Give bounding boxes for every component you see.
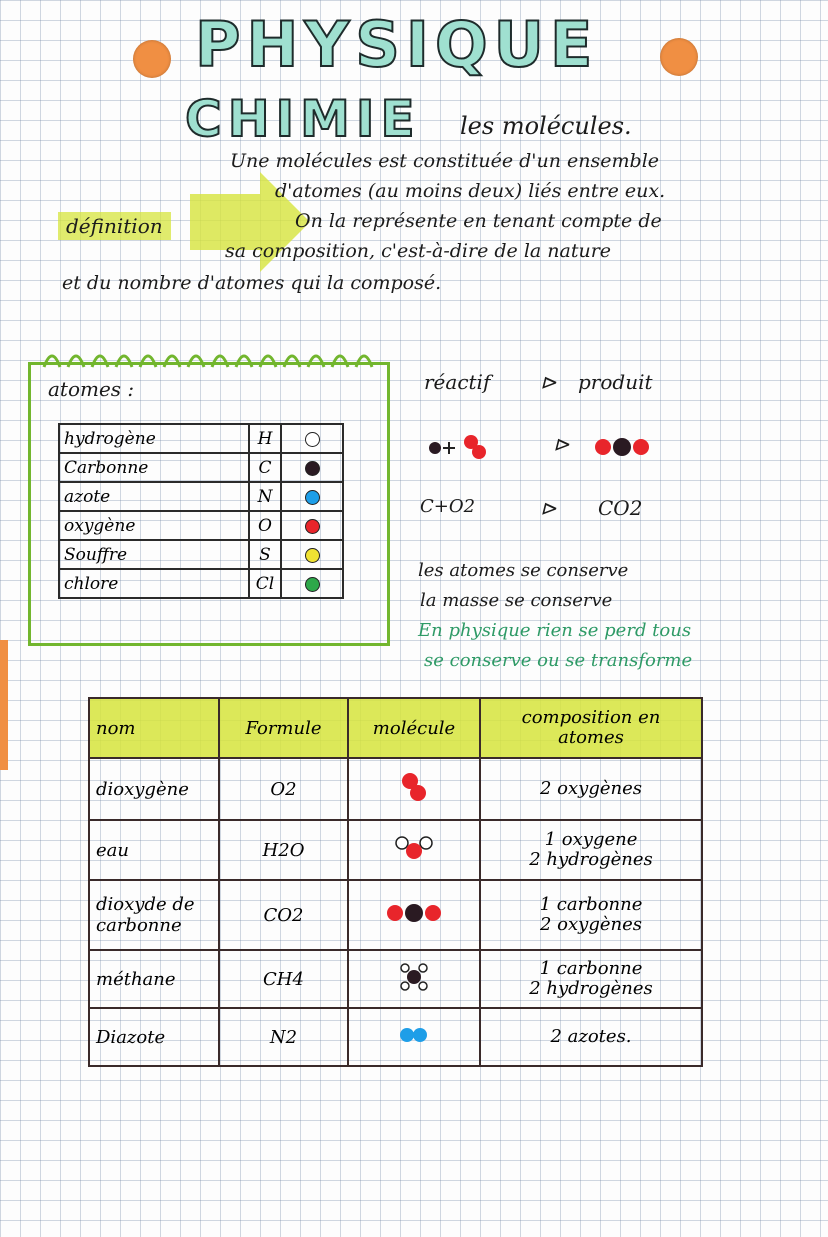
conservation-note-3a: En physique rien se perd tous [418, 620, 692, 641]
atom-color-dot [305, 548, 320, 563]
molecules-table [88, 697, 703, 1067]
molecule-composition [480, 758, 702, 820]
atom-color-dot [305, 432, 320, 447]
reactif-label: réactif [424, 370, 491, 394]
atom-row [59, 540, 343, 569]
definition-line-5: et du nombre d'atomes qui la composé. [62, 272, 442, 294]
molecule-composition [480, 950, 702, 1008]
atom-dot-cell [281, 540, 343, 569]
dioxygen-molecule-icon [348, 758, 480, 820]
equation-left: C+O2 [420, 496, 476, 517]
atom-symbol: Cl [249, 569, 281, 598]
atom-row [59, 511, 343, 540]
water-molecule-icon [348, 820, 480, 880]
page-title-physique: PHYSIQUE [195, 8, 599, 81]
molecule-formula: N2 [219, 1008, 348, 1066]
molecules-header-row [89, 698, 702, 758]
atom-dot-cell [281, 424, 343, 453]
molecule-row [89, 820, 702, 880]
page-title-chimie: CHIMIE [185, 90, 421, 148]
definition-label: définition [58, 212, 171, 240]
definition-line-2: d'atomes (au moins deux) liés entre eux. [275, 180, 666, 202]
atom-symbol: C [249, 453, 281, 482]
atom-color-dot [305, 577, 320, 592]
composition-line: 2 hydrogènes [529, 849, 653, 870]
molecule-formula: H2O [219, 820, 348, 880]
molecule-formula: CO2 [219, 880, 348, 950]
conservation-note-1: les atomes se conserve [418, 560, 629, 581]
molecule-formula: CH4 [219, 950, 348, 1008]
atom-row [59, 453, 343, 482]
atom-row [59, 569, 343, 598]
page-subtitle: les molécules. [460, 112, 632, 140]
atom-dot-cell [281, 511, 343, 540]
reactants-molecule-icon [425, 432, 495, 462]
conservation-note-3b: se conserve ou se transforme [424, 650, 693, 671]
molecule-row [89, 1008, 702, 1066]
molecule-row [89, 880, 702, 950]
dinitrogen-molecule-icon [348, 1008, 480, 1066]
atom-name: azote [59, 482, 249, 511]
definition-line-3: On la représente en tenant compte de [295, 210, 662, 232]
composition-line: 2 oxygènes [540, 914, 642, 935]
atom-color-dot [305, 490, 320, 505]
molecule-name: dioxyde de carbonne [89, 880, 219, 950]
atom-color-dot [305, 461, 320, 476]
atom-name: chlore [59, 569, 249, 598]
atom-symbol: O [249, 511, 281, 540]
methane-molecule-icon [348, 950, 480, 1008]
atom-symbol: H [249, 424, 281, 453]
composition-line: 2 hydrogènes [529, 978, 653, 999]
atom-row [59, 424, 343, 453]
reaction-arrow-icon: ⊳ [540, 370, 557, 394]
binder-hole-right [660, 38, 698, 76]
header-formule: Formule [219, 698, 348, 758]
molecule-name: eau [89, 820, 219, 880]
co2-molecule-icon [348, 880, 480, 950]
atom-dot-cell [281, 569, 343, 598]
molecule-row [89, 758, 702, 820]
atom-symbol: S [249, 540, 281, 569]
molecule-formula: O2 [219, 758, 348, 820]
binder-hole-left [133, 40, 171, 78]
composition-line: 1 carbonne [539, 958, 643, 979]
atom-dot-cell [281, 482, 343, 511]
molecule-name: Diazote [89, 1008, 219, 1066]
atom-color-dot [305, 519, 320, 534]
header-composition: composition en atomes [480, 698, 702, 758]
molecule-name: méthane [89, 950, 219, 1008]
composition-line: 1 carbonne [539, 894, 643, 915]
atom-name: Carbonne [59, 453, 249, 482]
composition-line: 2 oxygènes [540, 778, 642, 799]
atom-name: Souffre [59, 540, 249, 569]
equation-right: CO2 [598, 496, 643, 520]
atoms-label: atomes : [48, 377, 135, 401]
atom-row [59, 482, 343, 511]
molecule-row [89, 950, 702, 1008]
atoms-table [58, 423, 344, 599]
produit-label: produit [578, 370, 653, 394]
conservation-note-2: la masse se conserve [420, 590, 613, 611]
header-molecule: molécule [348, 698, 480, 758]
composition-line: 1 oxygene [544, 829, 638, 850]
co2-molecule-icon [592, 434, 652, 460]
atom-name: oxygène [59, 511, 249, 540]
atom-dot-cell [281, 453, 343, 482]
reaction-arrow-icon: ⊳ [553, 432, 570, 456]
reaction-arrow-icon: ⊳ [540, 496, 557, 520]
molecule-composition [480, 880, 702, 950]
atom-symbol: N [249, 482, 281, 511]
definition-line-4: sa composition, c'est-à-dire de la nature [225, 240, 612, 262]
molecule-name: dioxygène [89, 758, 219, 820]
header-nom: nom [89, 698, 219, 758]
molecule-composition [480, 1008, 702, 1066]
composition-line: 2 azotes. [550, 1026, 632, 1047]
atom-name: hydrogène [59, 424, 249, 453]
page-edge-tab [0, 640, 8, 770]
definition-line-1: Une molécules est constituée d'un ensemble [230, 150, 660, 172]
molecule-composition [480, 820, 702, 880]
